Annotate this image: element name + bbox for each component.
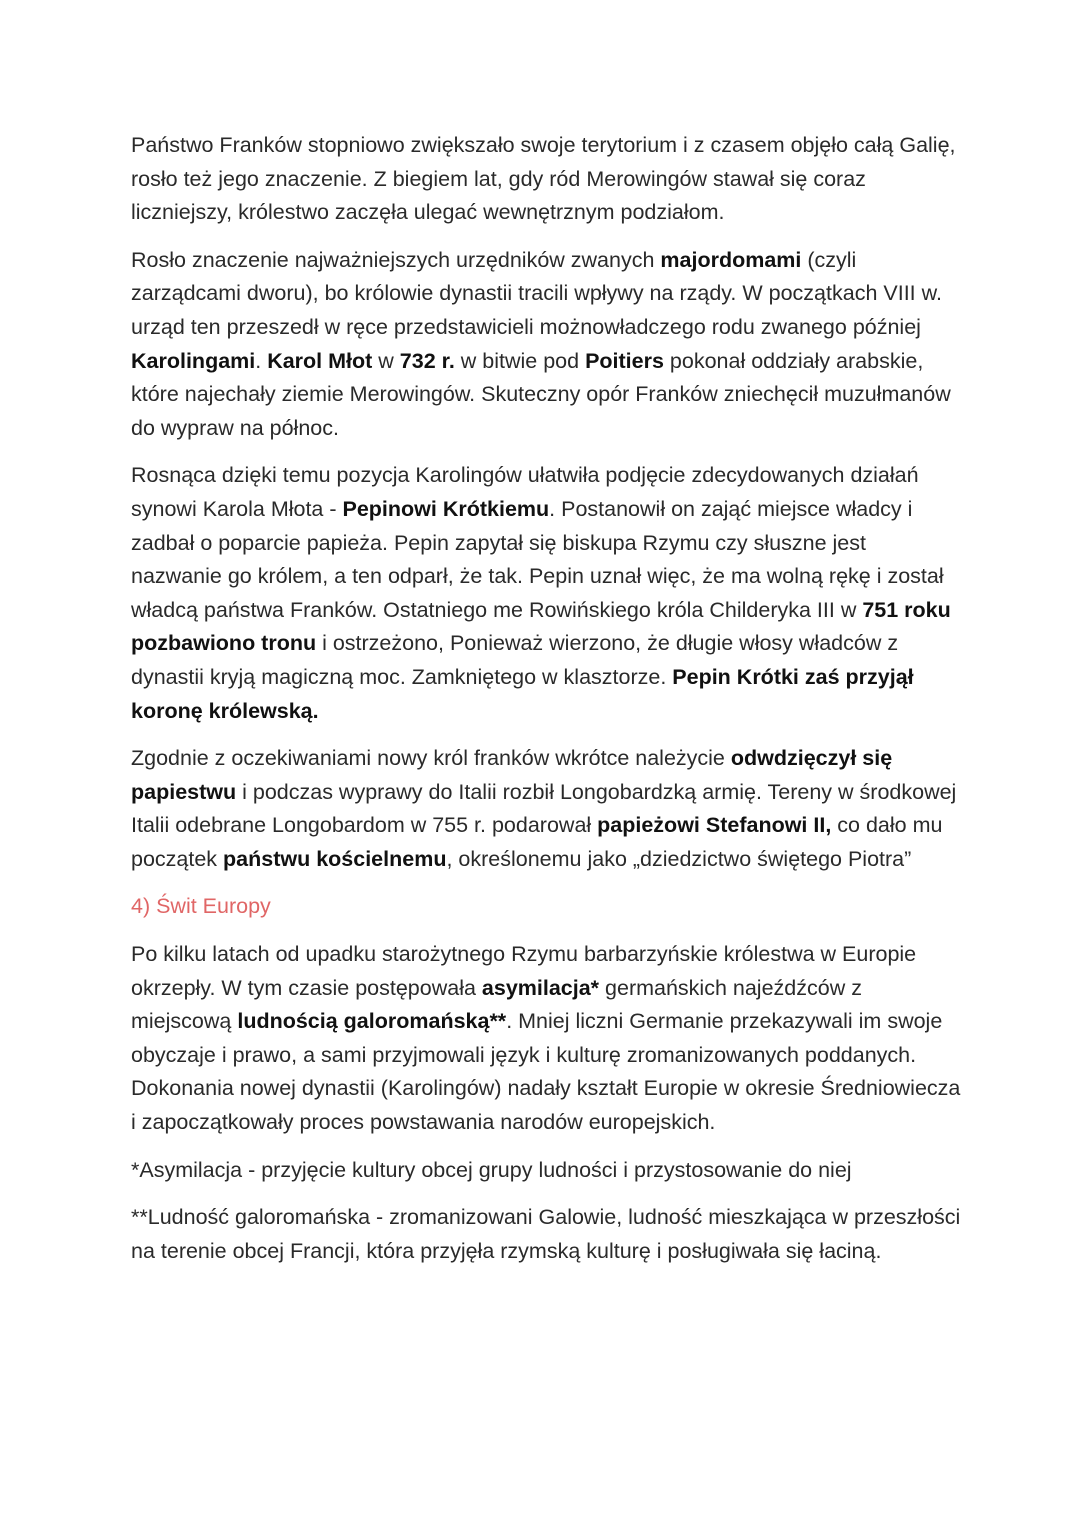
bold-term: Pepinowi Krótkiemu bbox=[342, 496, 550, 521]
section-body bbox=[131, 938, 961, 1140]
intro-paragraph bbox=[131, 129, 961, 230]
bold-term: 732 r. bbox=[399, 348, 455, 373]
text-run: . bbox=[255, 348, 268, 373]
intro-paragraph bbox=[131, 459, 961, 728]
footnote-asymilacja: *Asymilacja - przyjęcie kultury obcej grupy ludności i przystosowanie do niej bbox=[131, 1157, 852, 1182]
text-run: Rosło znaczenie najważniejszych urzędników zwanych bbox=[131, 247, 661, 272]
bold-term: odwdzięczył się papiestwu bbox=[131, 746, 893, 804]
text-run: . Postanowił on zająć miejsce władcy i zadbał o poparcie papieża. Pepin zapytał się biskupa Rzymu czy słuszne jest nazwanie go królem, a ten odparł, że tak. Pepin uznał więc, że ma wolną rękę i został władcą państwa Franków. Ostatniego me Rowińskiego króla Childeryka III w bbox=[131, 496, 944, 622]
bold-term: Poitiers bbox=[585, 348, 664, 373]
bold-term: 751 roku pozbawiono tronu bbox=[131, 597, 951, 656]
text-run: , określonemu jako „dziedzictwo świętego Piotra” bbox=[446, 846, 912, 871]
bold-term: Pepin Krótki zaś przyjął koronę królewską. bbox=[131, 664, 914, 723]
intro-paragraph bbox=[131, 742, 961, 876]
text-run: germańskich najeźdźców z miejscową bbox=[131, 975, 862, 1034]
bold-term: majordomami bbox=[660, 247, 802, 272]
section-paragraph bbox=[131, 938, 961, 1140]
bold-term: papieżowi Stefanowi II, bbox=[597, 813, 832, 838]
text-run: co dało mu początek bbox=[131, 813, 943, 871]
text-run: w bbox=[372, 348, 400, 373]
text-run: Zgodnie z oczekiwaniami nowy król franków wkrótce należycie bbox=[131, 746, 731, 771]
bold-term: Karol Młot bbox=[267, 348, 373, 373]
text-run: (czyli zarządcami dworu), bo królowie dynastii tracili wpływy na rządy. W początkach VIII w. urząd ten przeszedł w ręce przedstawicieli możnowładczego rodu zwanego później bbox=[131, 247, 942, 339]
text-run: Rosnąca dzięki temu pozycja Karolingów ułatwiła podjęcie zdecydowanych działań synowi Karola Młota - bbox=[131, 463, 919, 521]
bold-term: asymilacja* bbox=[481, 975, 600, 1000]
intro-section bbox=[131, 129, 961, 876]
text-run: i ostrzeżono, Ponieważ wierzono, że długie włosy władców z dynastii kryją magiczną moc. Zamkniętego w klasztorze. bbox=[131, 631, 899, 689]
text-run: Państwo Franków stopniowo zwiększało swoje terytorium i z czasem objęło całą Galię, rosło też jego znaczenie. Z biegiem lat, gdy ród Merowingów stawał się coraz liczniejszy, królestwo zaczęła ulegać wewnętrznym podziałom. bbox=[131, 133, 956, 225]
bold-term: państwu kościelnemu bbox=[223, 846, 447, 871]
bold-term: Karolingami bbox=[131, 348, 256, 373]
section-heading: 4) Świt Europy bbox=[131, 894, 271, 919]
text-run: i podczas wyprawy do Italii rozbił Longobardzką armię. Tereny w środkowej Italii odebrane Longobardom w 755 r. podarował bbox=[131, 779, 957, 838]
intro-paragraph bbox=[131, 244, 961, 446]
bold-term: ludnością galoromańską** bbox=[237, 1009, 507, 1034]
text-run: pokonał oddziały arabskie, które najechały ziemie Merowingów. Skuteczny opór Franków zniechęcił muzułmanów do wypraw na północ. bbox=[131, 348, 951, 440]
text-run: . Mniej liczni Germanie przekazywali im swoje obyczaje i prawo, a sami przyjmowali język i kulturę zromanizowanych poddanych. Dokonania nowej dynastii (Karolingów) nadały kształt Europie w okresie Średniowiecza i zapoczątkowały proces powstawania narodów europejskich. bbox=[131, 1009, 961, 1135]
text-run: Po kilku latach od upadku starożytnego Rzymu barbarzyńskie królestwa w Europie okrzepły. W tym czasie postępowała bbox=[131, 942, 917, 1000]
text-run: w bitwie pod bbox=[454, 348, 586, 373]
footnote-ludnosc-galoromanska: **Ludność galoromańska - zromanizowani Galowie, ludność mieszkająca w przeszłości na terenie obcej Francji, która przyjęła rzymską kulturę i posługiwała się łaciną. bbox=[131, 1205, 961, 1263]
document-page bbox=[131, 129, 961, 1282]
